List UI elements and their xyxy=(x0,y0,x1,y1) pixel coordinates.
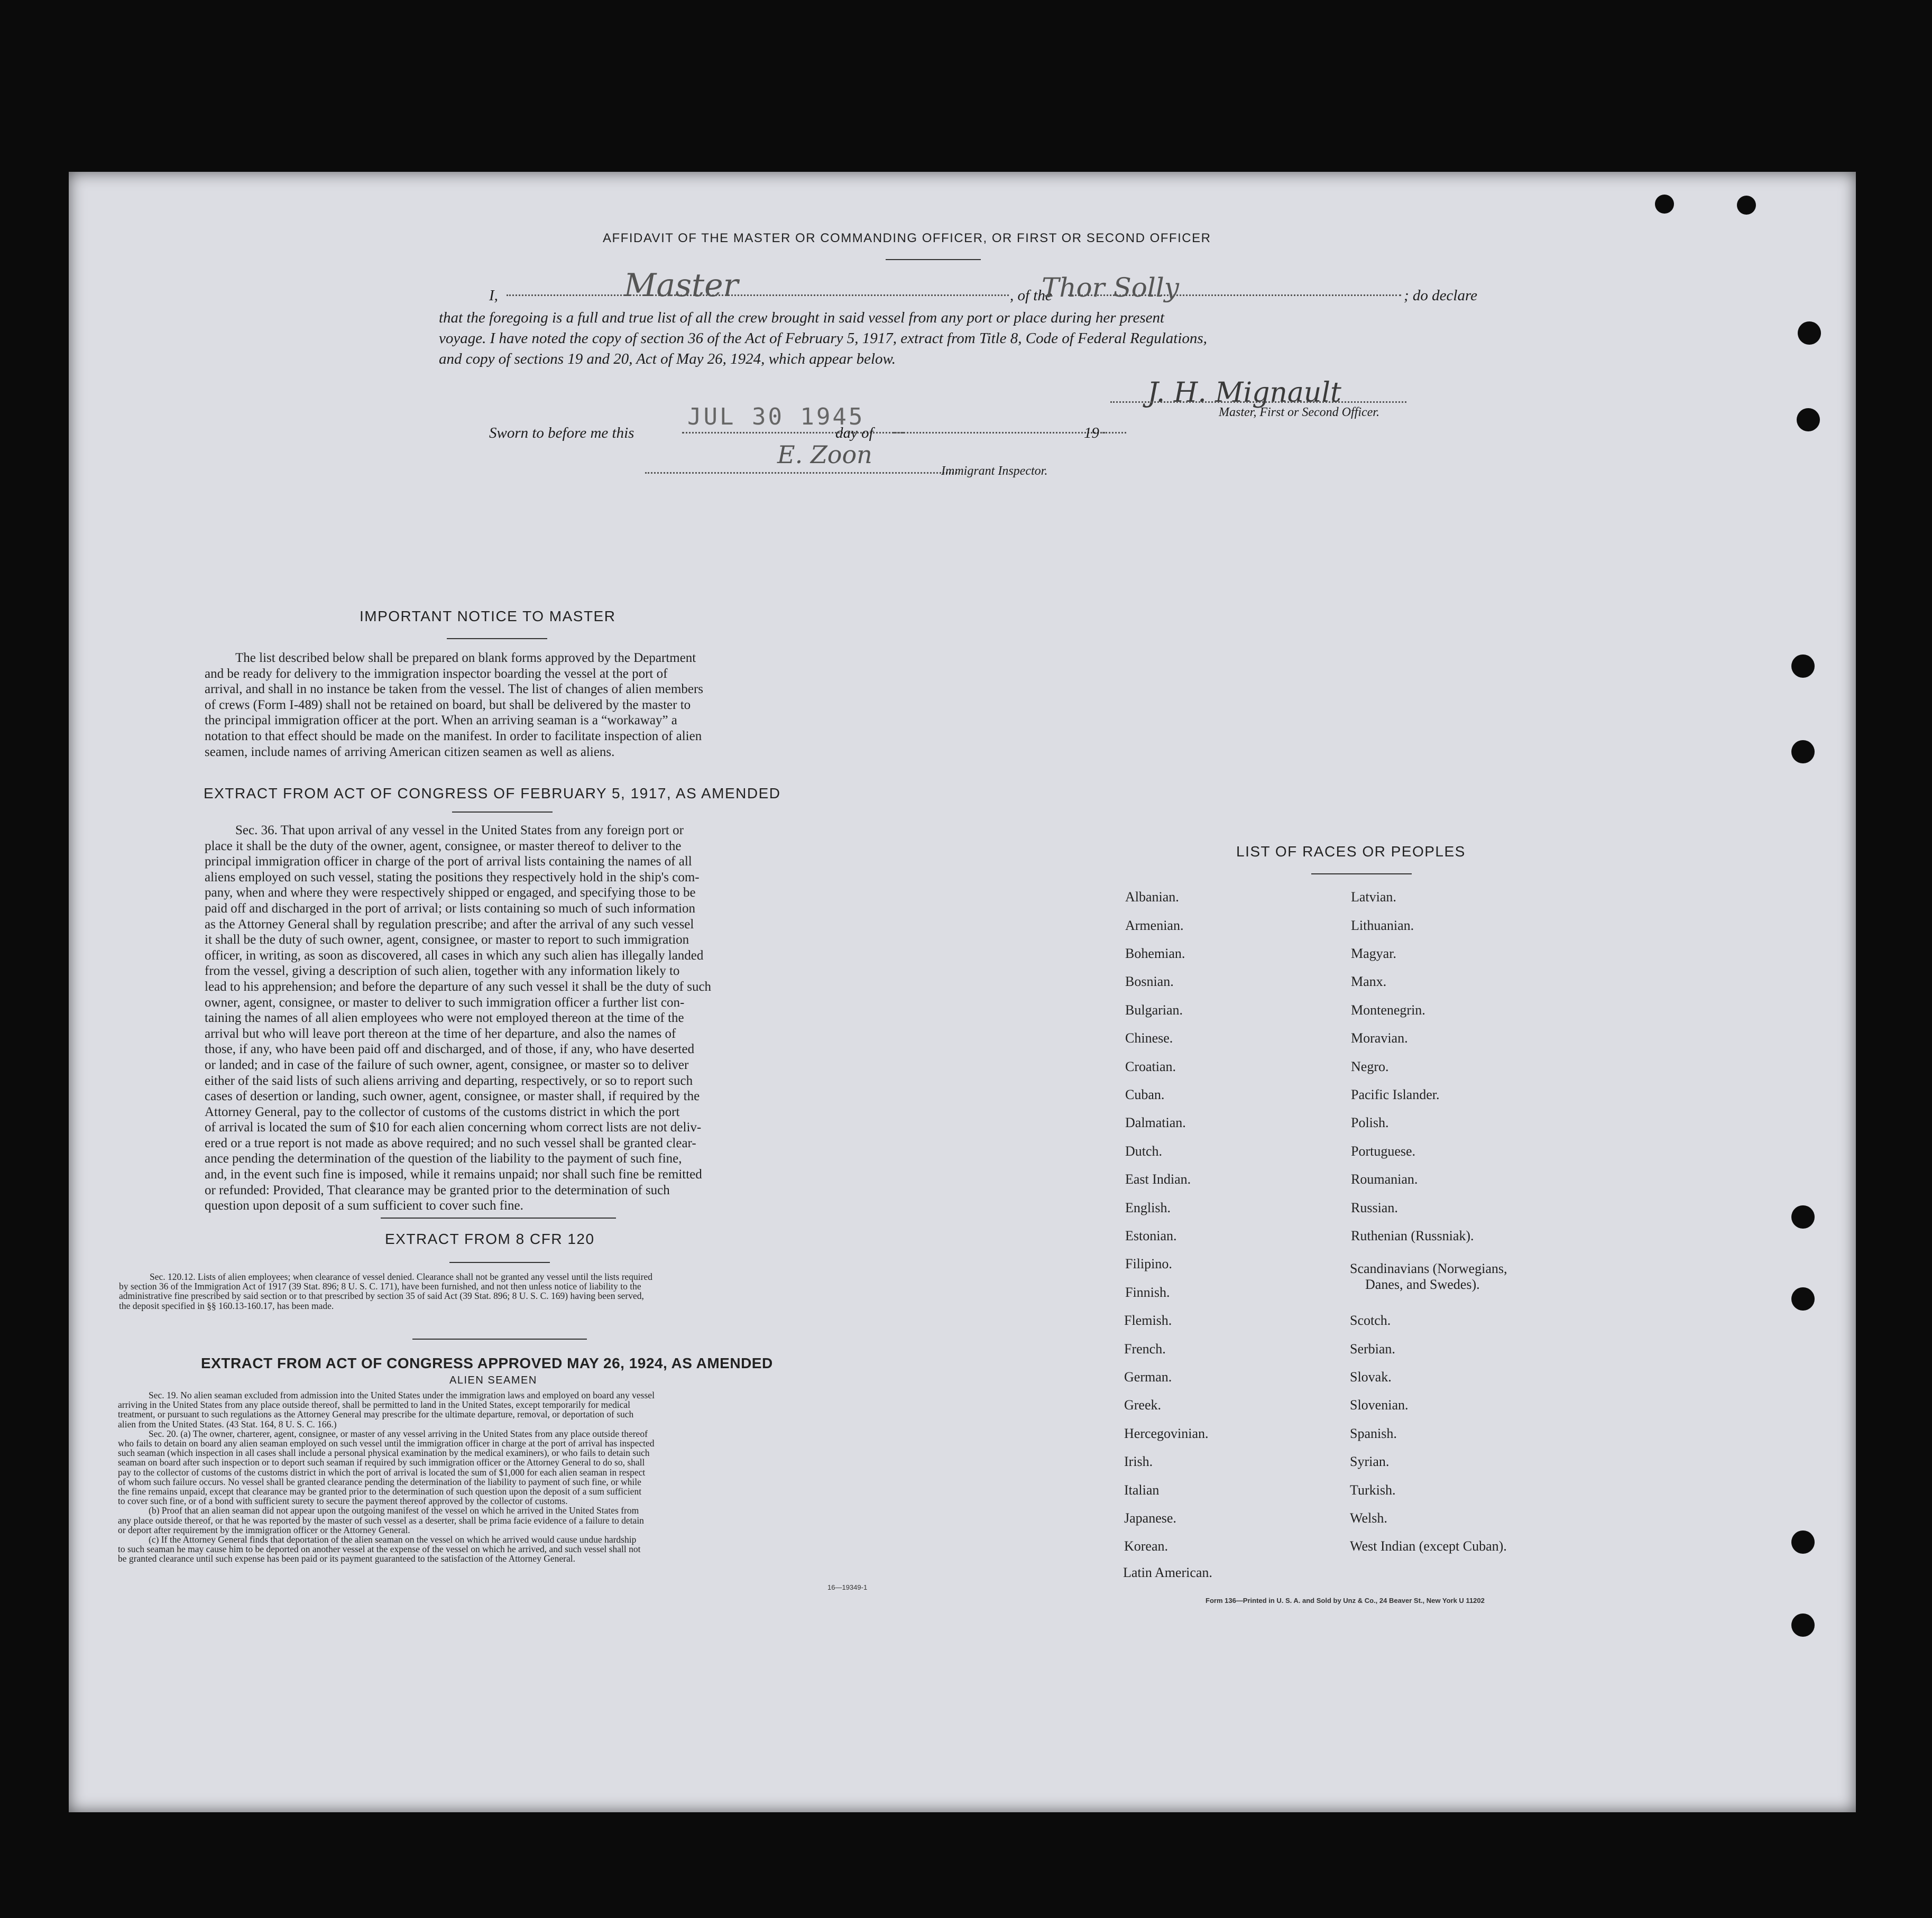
race-item: Latin American. xyxy=(1123,1565,1212,1580)
race-item: Lithuanian. xyxy=(1351,918,1414,933)
race-item: Manx. xyxy=(1351,974,1387,989)
officer-blank xyxy=(1110,401,1406,403)
do-declare-label: ; do declare xyxy=(1404,287,1478,304)
race-item: Pacific Islander. xyxy=(1351,1087,1440,1102)
race-item: Negro. xyxy=(1351,1059,1389,1074)
extract-1924-text: Sec. 19. No alien seaman excluded from admission into the United States under the immigration laws and employed on board any vessel arriving in the United States from any place outside thereof, shall be permitted to land in the United States, except temporarily for medical treatment, or pursuant to such regulations as the Attorney General may prescribe for the ultimate departure, removal, or deportation of such alien from the United States. (43 Stat. 164, 8 U. S. C. 166.) Sec. 20. (a) The owner, charterer, agent, consignee, or master of any vessel arriving in the United States from any place outside thereof who fails to detain on board any alien seaman employed on such vessel until the immigration officer in charge at the port of arrival has inspected such seaman (which inspection in all cases shall include a personal physical examination by the medical examiners), or who fails to detain such seaman on board after such inspection or to deport such seaman if required by such immigration officer or the Attorney General to do so, shall pay to the collector of customs of the customs district in which the port of arrival is located the sum of $1,000 for each alien seaman in respect of whom such failure occurs. No vessel shall be granted clearance pending the determination of the liability to payment of such fine, or while the fine remains unpaid, except that clearance may be granted prior to the determination of such question upon the deposit of a sum sufficient to cover such fine, or of a bond with sufficient surety to secure the payment thereof approved by the collector of customs. (b) Proof that an alien seaman did not appear upon the outgoing manifest of the vessel on which he arrived in the United States from any place outside thereof, or that he was reported by the master of such vessel as a deserter, shall be prima facie evidence of a failure to detain or deport after requirement by the immigration officer or the Attorney General. (c) If the Attorney General finds that deportation of the alien seaman on the vessel on which he arrived would cause undue hardship to such seaman he may cause him to be deported on another vessel at the expense of the vessel on which he arrived, and such vessel shall not be granted clearance until such expense has been paid or its payment guaranteed to the satisfaction of the Attorney General. xyxy=(118,1390,655,1564)
handwritten-vessel: Thor Solly xyxy=(1042,272,1180,303)
punch-hole xyxy=(1791,740,1815,763)
race-item: Irish. xyxy=(1124,1454,1153,1469)
race-item: Chinese. xyxy=(1125,1030,1173,1046)
race-item: Armenian. xyxy=(1125,918,1184,933)
race-item: East Indian. xyxy=(1125,1172,1191,1187)
race-item: Filipino. xyxy=(1125,1256,1172,1271)
punch-hole xyxy=(1791,1287,1815,1311)
race-item: Syrian. xyxy=(1350,1454,1390,1469)
punch-hole xyxy=(1791,1205,1815,1229)
punch-hole xyxy=(1791,1613,1815,1637)
race-item: Italian xyxy=(1124,1482,1160,1498)
date-stamp: JUL 30 1945 xyxy=(687,403,865,430)
race-item: Latvian. xyxy=(1351,889,1396,905)
race-item: Cuban. xyxy=(1125,1087,1165,1102)
inspector-blank xyxy=(645,472,957,474)
declaration-line2: voyage. I have noted the copy of section 36 of the Act of February 5, 1917, extract from Title 8, Code of Federal Regulations, xyxy=(439,330,1207,347)
inspector-signature: E. Zoon xyxy=(777,440,872,469)
race-item: Polish. xyxy=(1351,1115,1389,1130)
race-item: Slovak. xyxy=(1350,1369,1392,1385)
punch-hole xyxy=(1655,195,1674,214)
document-page xyxy=(69,172,1856,1812)
race-item: Bohemian. xyxy=(1125,946,1185,961)
officer-signature: J. H. Mignault xyxy=(1147,377,1341,409)
extract-1924-top-rule xyxy=(412,1339,587,1340)
race-item: Spanish. xyxy=(1350,1426,1397,1441)
race-item: Greek. xyxy=(1124,1397,1162,1413)
name-blank xyxy=(507,294,1009,296)
race-item: Moravian. xyxy=(1351,1030,1408,1046)
form-code: 16—19349-1 xyxy=(827,1583,868,1591)
inspector-caption: Immigrant Inspector. xyxy=(941,464,1048,478)
extract-1917-text: Sec. 36. That upon arrival of any vessel in the United States from any foreign port or place it shall be the duty of the owner, agent, consignee, or master thereof to deliver to the principal immigration officer in charge of the port of arrival lists containing the names of all aliens employed on such vessel, stating the positions they respectively hold in the ship's com- pany, when and where they were respectively shipped or engaged, and specifying those to be paid off and discharged in the port of arrival; or lists containing so much of such information as the Attorney General shall by regulation prescribe; and after the arrival of any such vessel it shall be the duty of such owner, agent, consignee, or master to report to such immigration officer, in writing, as soon as discovered, all cases in which any such alien has illegally landed from the vessel, giving a description of such alien, together with any information likely to lead to his apprehension; and before the departure of any such vessel it shall be the duty of such owner, agent, consignee, or master to deliver to such immigration officer a further list con- taining the names of all alien employees who were not employed thereon at the time of the arrival but who will leave port thereon at the time of her departure, and also the names of those, if any, who have been paid off and discharged, and of those, if any, who have deserted or landed; and in case of the failure of such owner, agent, consignee, or master so to deliver either of the said lists of such aliens arriving and departing, respectively, or so to report such cases of desertion or landing, such owner, agent, consignee, or master shall, if required by the Attorney General, pay to the collector of customs of the customs district in which the port of arrival is located the sum of $10 for each alien concerning whom correct lists are not deliv- ered or a true report is not made as above required; and no such vessel shall be granted clear- ance pending the determination of the question of the liability to the payment of such fine, and, in the event such fine is imposed, while it remains unpaid; nor shall such fine be remitted or refunded: Provided, That clearance may be granted prior to the determination of such question upon deposit of a sum sufficient to cover such fine. xyxy=(205,823,712,1213)
race-item: Finnish. xyxy=(1125,1285,1170,1300)
punch-hole xyxy=(1797,408,1820,431)
extract-1917-rule xyxy=(452,812,553,813)
race-item: Estonian. xyxy=(1125,1228,1177,1243)
race-item: Flemish. xyxy=(1124,1313,1172,1328)
race-item: Dutch. xyxy=(1125,1144,1163,1159)
affidavit-title: AFFIDAVIT OF THE MASTER OR COMMANDING OFFICER, OR FIRST OR SECOND OFFICER xyxy=(603,231,1211,245)
month-blank xyxy=(894,432,1105,434)
race-item: Russian. xyxy=(1351,1200,1398,1215)
affidavit-line1 xyxy=(489,287,498,305)
notice-title: IMPORTANT NOTICE TO MASTER xyxy=(360,608,616,624)
race-item: Portuguese. xyxy=(1351,1144,1416,1159)
title-rule xyxy=(886,259,981,260)
race-item: Welsh. xyxy=(1350,1510,1387,1526)
race-item: French. xyxy=(1124,1341,1166,1357)
race-item: Turkish. xyxy=(1350,1482,1396,1498)
punch-hole xyxy=(1791,1530,1815,1554)
extract-1917-title: EXTRACT FROM ACT OF CONGRESS OF FEBRUARY 5, 1917, AS AMENDED xyxy=(204,785,781,801)
i-label: I, xyxy=(489,287,498,304)
cfr-rule xyxy=(449,1262,550,1263)
race-item: Dalmatian. xyxy=(1125,1115,1186,1130)
declaration-line1: that the foregoing is a full and true list of all the crew brought in said vessel from any port or place during her present xyxy=(439,309,1165,326)
race-item: Roumanian. xyxy=(1351,1172,1418,1187)
printer-line: Form 136—Printed in U. S. A. and Sold by Unz & Co., 24 Beaver St., New York U 11202 xyxy=(1206,1597,1485,1605)
race-item: Hercegovinian. xyxy=(1124,1426,1209,1441)
cfr-title: EXTRACT FROM 8 CFR 120 xyxy=(385,1231,595,1247)
races-rule xyxy=(1311,873,1412,874)
notice-text: The list described below shall be prepared on blank forms approved by the Department and be ready for delivery to the immigration inspector boarding the vessel at the port of arrival, and shall in no instance be taken from the vessel. The list of changes of alien members of crews (Form I-489) shall not be retained on board, but shall be delivered by the master to the principal immigration officer at the port. When an arriving seaman is a “workaway” a notation to that effect should be made on the manifest. In order to facilitate inspection of alien seamen, include names of arriving American citizen seamen as well as aliens. xyxy=(205,651,703,759)
races-title: LIST OF RACES OR PEOPLES xyxy=(1236,843,1466,860)
of-the-label: , of the xyxy=(1010,287,1052,304)
notice-rule xyxy=(447,638,547,639)
race-item: Montenegrin. xyxy=(1351,1002,1425,1018)
punch-hole xyxy=(1791,654,1815,678)
year-prefix: 19 xyxy=(1084,425,1099,441)
race-item: Ruthenian (Russniak). xyxy=(1351,1228,1474,1243)
race-item: Scandinavians (Norwegians, xyxy=(1350,1261,1507,1276)
race-item: Korean. xyxy=(1124,1538,1169,1554)
handwritten-name: Master xyxy=(624,267,739,304)
race-item: Bosnian. xyxy=(1125,974,1174,989)
race-item: Scotch. xyxy=(1350,1313,1391,1328)
race-item: Slovenian. xyxy=(1350,1397,1409,1413)
race-item: Bulgarian. xyxy=(1125,1002,1183,1018)
punch-hole xyxy=(1737,196,1756,215)
race-item: German. xyxy=(1124,1369,1172,1385)
cfr-top-rule xyxy=(381,1218,616,1219)
officer-caption: Master, First or Second Officer. xyxy=(1219,405,1379,419)
race-item: Magyar. xyxy=(1351,946,1396,961)
cfr-text: Sec. 120.12. Lists of alien employees; when clearance of vessel denied. Clearance shall not be granted any vessel until the lists required by section 36 of the Immigration Act of 1917 (39 Stat. 896; 8 U. S. C. 171), have been furnished, and not then unless notice of liability to the administrative fine prescribed by said section or to that prescribed by section 35 of said Act (39 Stat. 896; 8 U. S. C. 169) having been served, the deposit specified in §§ 160.13-160.17, has been made. xyxy=(119,1271,653,1311)
extract-1924-subtitle: ALIEN SEAMEN xyxy=(449,1375,537,1386)
race-item: Japanese. xyxy=(1124,1510,1176,1526)
year-blank xyxy=(1102,432,1126,434)
race-item: West Indian (except Cuban). xyxy=(1350,1538,1507,1554)
race-item: Serbian. xyxy=(1350,1341,1395,1357)
declaration-line3: and copy of sections 19 and 20, Act of May 26, 1924, which appear below. xyxy=(439,351,896,367)
day-of-label: day of xyxy=(835,425,873,441)
race-item: Croatian. xyxy=(1125,1059,1176,1074)
sworn-label: Sworn to before me this xyxy=(489,425,634,441)
race-item: Danes, and Swedes). xyxy=(1365,1277,1480,1292)
extract-1924-title: EXTRACT FROM ACT OF CONGRESS APPROVED MAY 26, 1924, AS AMENDED xyxy=(201,1355,773,1371)
punch-hole xyxy=(1798,321,1821,345)
race-item: Albanian. xyxy=(1125,889,1179,905)
race-item: English. xyxy=(1125,1200,1171,1215)
